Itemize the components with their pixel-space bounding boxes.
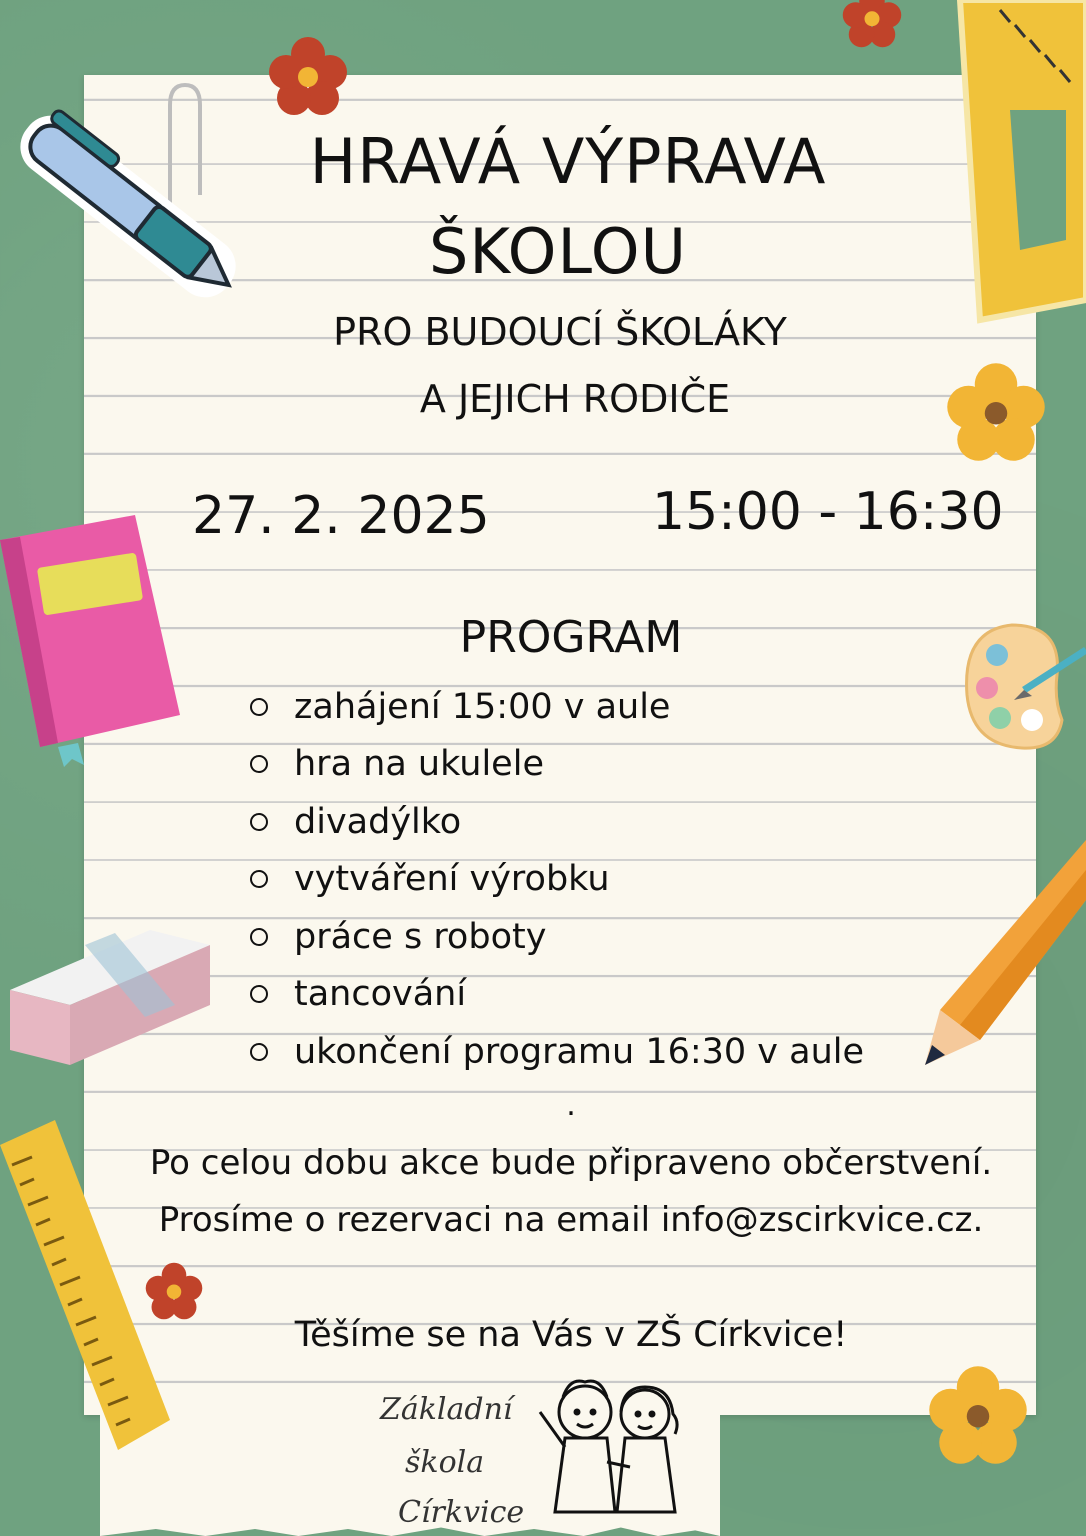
logo-line-2: škola xyxy=(405,1445,485,1480)
logo-line-1: Základní xyxy=(380,1392,513,1427)
list-item: hra na ukulele xyxy=(250,736,864,794)
flower-icon xyxy=(268,36,348,116)
closing-text: Těšíme se na Vás v ZŠ Církvice! xyxy=(294,1315,848,1355)
reservation-text: Prosíme o rezervaci na email info@zscirkvice.cz. xyxy=(158,1200,984,1240)
bullet-icon xyxy=(250,928,268,946)
refreshments-text: Po celou dobu akce bude připraveno občerstvení. xyxy=(149,1143,993,1183)
eraser-icon xyxy=(5,905,215,1065)
event-date: 27. 2. 2025 xyxy=(192,486,490,546)
list-item: tancování xyxy=(250,966,864,1024)
subtitle-line-1: PRO BUDOUCÍ ŠKOLÁKY xyxy=(333,310,787,354)
list-item: ukončení programu 16:30 v aule xyxy=(250,1023,864,1081)
bullet-icon xyxy=(250,755,268,773)
flower-icon xyxy=(145,1262,203,1320)
list-item: zahájení 15:00 v aule xyxy=(250,678,864,736)
separator-dot: . xyxy=(566,1088,576,1123)
logo-line-3: Církvice xyxy=(398,1495,525,1530)
pen-icon xyxy=(0,78,270,348)
flower-icon xyxy=(928,1365,1028,1465)
bullet-icon xyxy=(250,870,268,888)
bullet-icon xyxy=(250,1043,268,1061)
bullet-icon xyxy=(250,985,268,1003)
list-item: divadýlko xyxy=(250,793,864,851)
children-logo-icon xyxy=(535,1372,695,1536)
list-item: práce s roboty xyxy=(250,908,864,966)
event-time: 15:00 - 16:30 xyxy=(652,482,1004,542)
title-line-2: ŠKOLOU xyxy=(429,215,687,288)
bullet-icon xyxy=(250,698,268,716)
program-list xyxy=(250,678,864,1081)
list-item: vytváření výrobku xyxy=(250,851,864,909)
subtitle-line-2: A JEJICH RODIČE xyxy=(419,377,731,421)
pencil-icon xyxy=(920,840,1086,1070)
title-line-1: HRAVÁ VÝPRAVA xyxy=(309,125,827,198)
flower-icon xyxy=(842,0,902,48)
program-heading: PROGRAM xyxy=(459,612,683,663)
bullet-icon xyxy=(250,813,268,831)
